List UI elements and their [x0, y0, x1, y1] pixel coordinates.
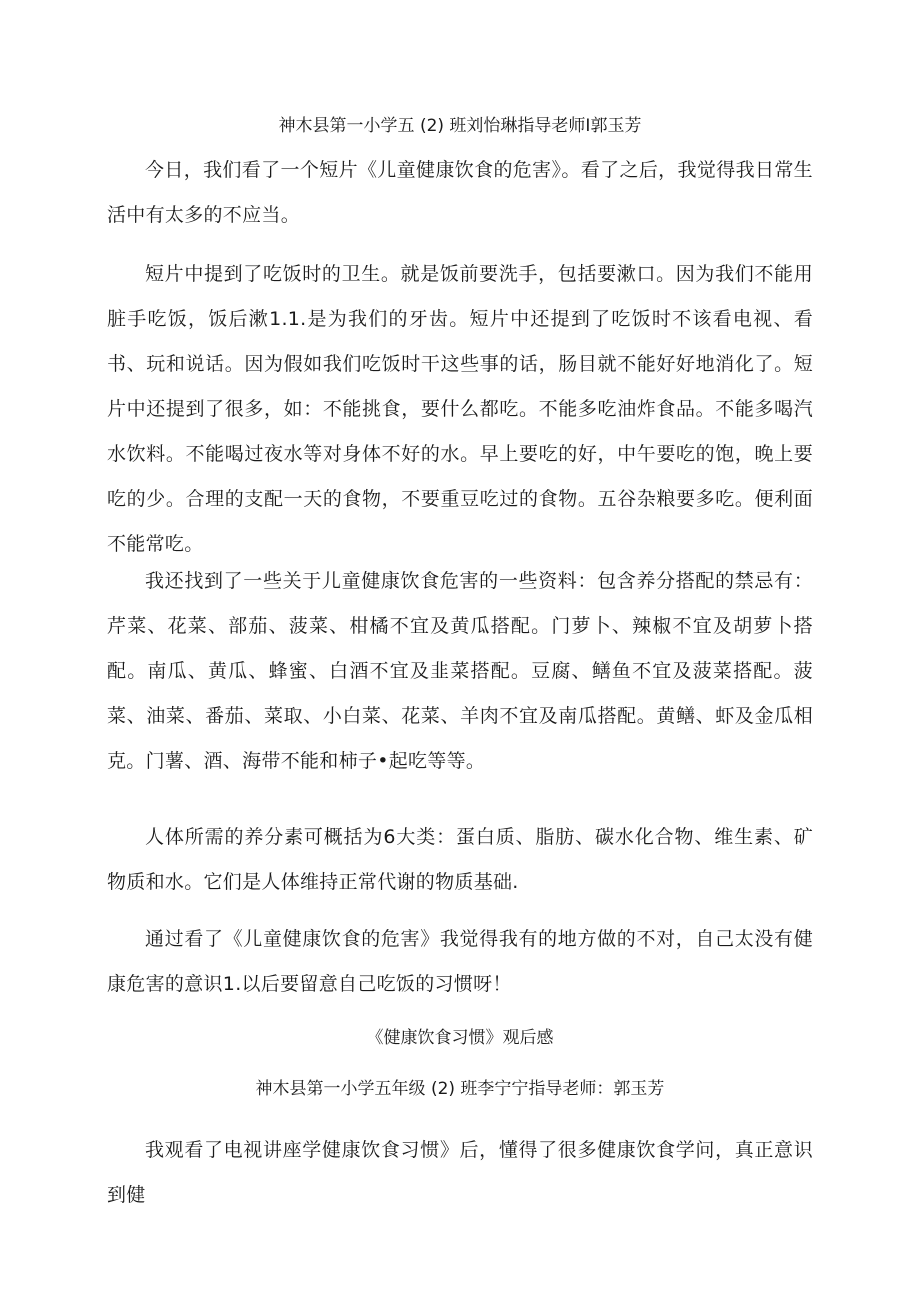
- article1-byline: 神木县第一小学五 (2) 班刘怡琳指导老师I郭玉芳: [278, 116, 642, 136]
- article2-byline: 神木县第一小学五年级 (2) 班李宁宁指导老师：郭玉芳: [255, 1079, 665, 1099]
- article1-paragraph-5: 通过看了《儿童健康饮食的危害》我觉得我有的地方做的不对，自己太没有健康危害的意识1.以后要留意自己吃饭的习惯呀！: [107, 928, 813, 995]
- article2-paragraph-1: 我观看了电视讲座学健康饮食习惯》后，懂得了很多健康饮食学问，真正意识到健: [107, 1139, 813, 1206]
- article1-paragraph-4: 人体所需的养分素可概括为6大类：蛋白质、脂肪、碳水化合物、维生素、矿物质和水。它们是人体维持正常代谢的物质基础.: [107, 826, 813, 893]
- article1-paragraph-2: 短片中提到了吃饭时的卫生。就是饭前要洗手，包括要漱口。因为我们不能用脏手吃饭，饭后漱1.1.是为我们的牙齿。短片中还提到了吃饭时不该看电视、看书、玩和说话。因为假如我们吃饭时干这些事的话，肠目就不能好好地消化了。短片中还提到了很多，如：不能挑食，要什么都吃。不能多吃油炸食品。不能多喝汽水饮料。不能喝过夜水等对身体不好的水。早上要吃的好，中午要吃的饱，晚上要吃的少。合理的支配一天的食物，不要重豆吃过的食物。五谷杂粮要多吃。便利面不能常吃。: [107, 263, 813, 555]
- article1-paragraph-1: 今日，我们看了一个短片《儿童健康饮食的危害》。看了之后，我觉得我日常生活中有太多的不应当。: [107, 159, 813, 226]
- article2-title: 《健康饮食习惯》观后感: [366, 1028, 554, 1048]
- article1-paragraph-3: 我还找到了一些关于儿童健康饮食危害的一些资料：包含养分搭配的禁忌有：芹菜、花菜、部茄、菠菜、柑橘不宜及黄瓜搭配。门萝卜、辣椒不宜及胡萝卜搭配。南瓜、黄瓜、蜂蜜、白酒不宜及韭菜搭配。豆腐、鳝鱼不宜及菠菜搭配。菠菜、油菜、番茄、菜取、小白菜、花菜、羊肉不宜及南瓜搭配。黄鳝、虾及金瓜相克。门薯、酒、海带不能和柿子•起吃等等。: [107, 570, 813, 772]
